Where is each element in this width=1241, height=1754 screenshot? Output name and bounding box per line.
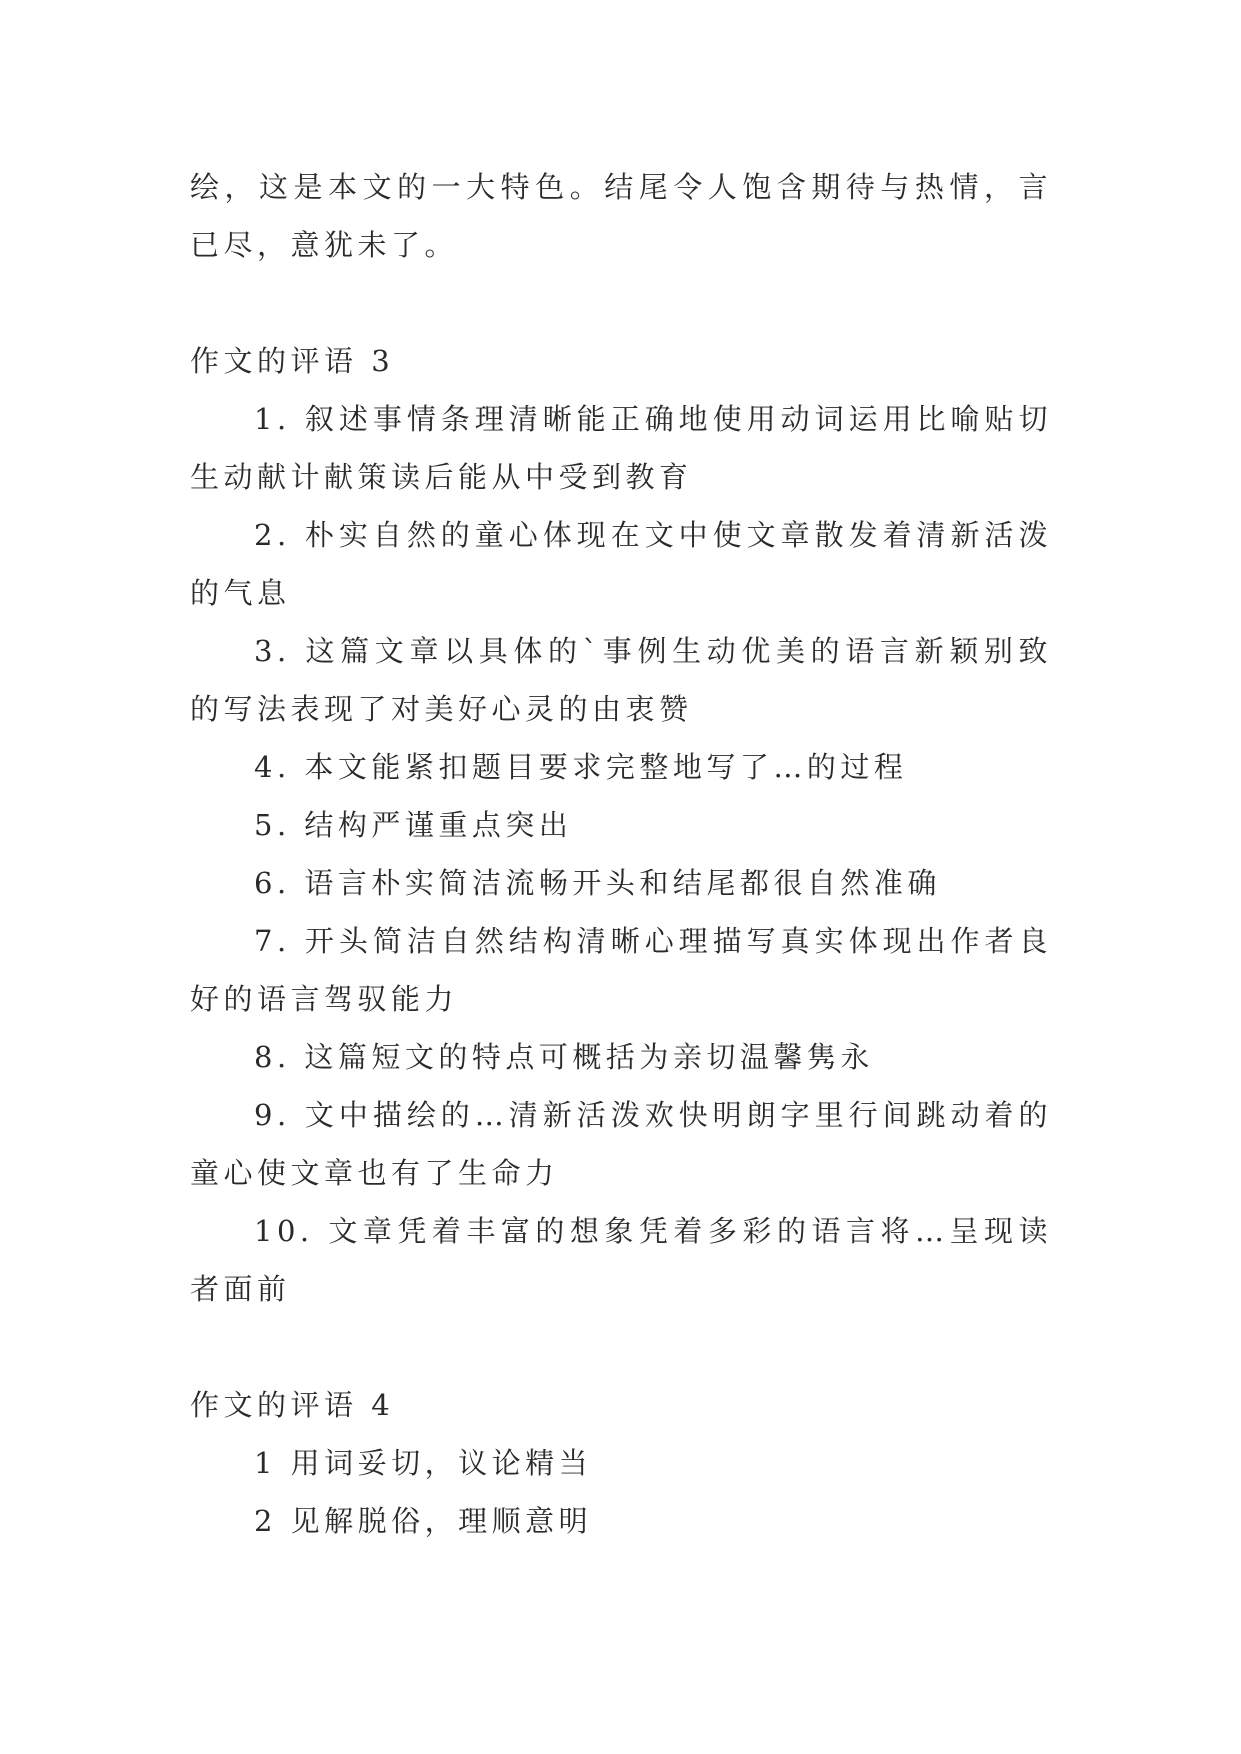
section-3-item-4: 4. 本文能紧扣题目要求完整地写了…的过程 <box>254 750 908 784</box>
section-3-item-5: 5. 结构严谨重点突出 <box>254 808 573 842</box>
section-3-item-7: 7. 开头简洁自然结构清晰心理描写真实体现出作者良好的语言驾驭能力 <box>190 924 1052 1016</box>
section-3-title: 作文的评语 3 <box>190 344 395 378</box>
section-spacer <box>190 1318 1052 1376</box>
section-3-item-8: 8. 这篇短文的特点可概括为亲切温馨隽永 <box>254 1040 874 1074</box>
section-3-item-9: 9. 文中描绘的…清新活泼欢快明朗字里行间跳动着的童心使文章也有了生命力 <box>190 1098 1052 1190</box>
document-page <box>190 158 1052 1550</box>
intro-paragraph: 绘，这是本文的一大特色。结尾令人饱含期待与热情，言已尽，意犹未了。 <box>190 170 1052 262</box>
section-3-item-3: 3. 这篇文章以具体的`事例生动优美的语言新颖别致的写法表现了对美好心灵的由衷赞 <box>190 634 1052 726</box>
section-3-item-6: 6. 语言朴实简洁流畅开头和结尾都很自然准确 <box>254 866 941 900</box>
section-4-title: 作文的评语 4 <box>190 1388 395 1422</box>
section-3-item-1: 1. 叙述事情条理清晰能正确地使用动词运用比喻贴切生动献计献策读后能从中受到教育 <box>190 402 1052 494</box>
section-4-item-1: 1 用词妥切，议论精当 <box>254 1446 593 1480</box>
section-3-item-2: 2. 朴实自然的童心体现在文中使文章散发着清新活泼的气息 <box>190 518 1052 610</box>
section-4-item-2: 2 见解脱俗，理顺意明 <box>254 1504 593 1538</box>
section-3-item-10: 10. 文章凭着丰富的想象凭着多彩的语言将…呈现读者面前 <box>190 1214 1052 1306</box>
section-spacer <box>190 274 1052 332</box>
